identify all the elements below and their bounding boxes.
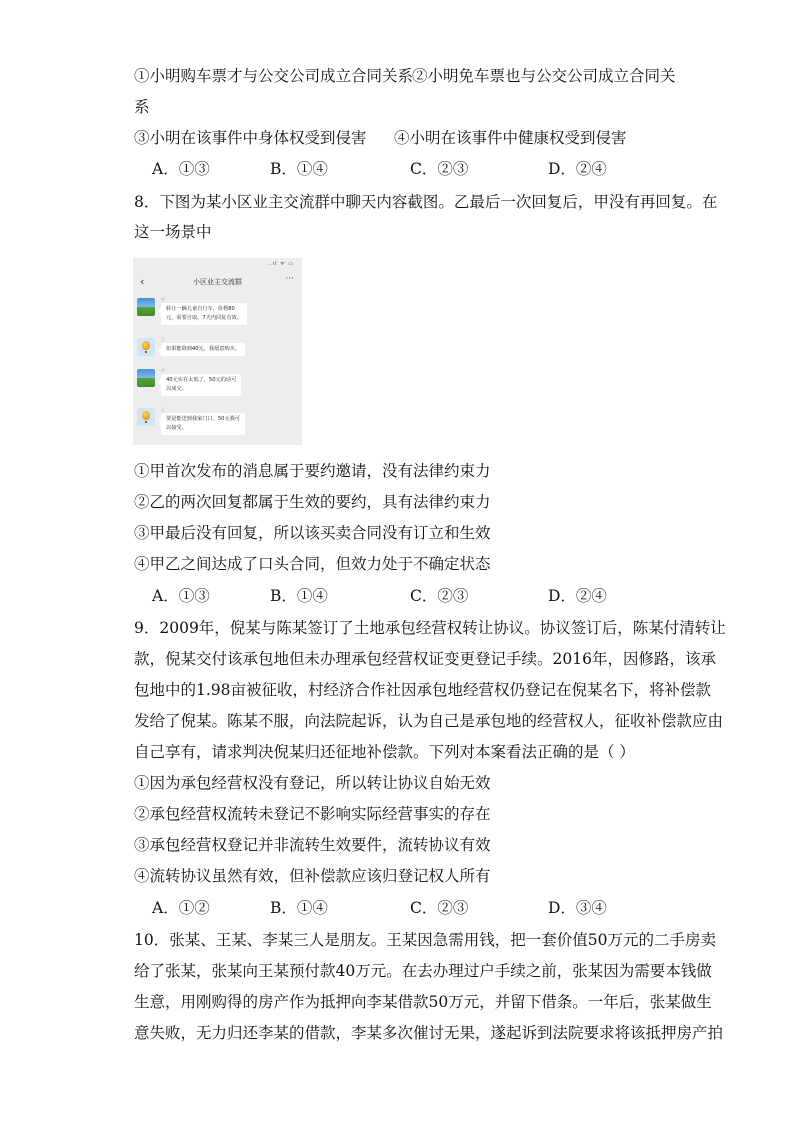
chat-header [133, 272, 302, 292]
chat-nick: 甲 [161, 297, 165, 302]
q9-statement-2: ②承包经营权流转未登记不影响实际经营事实的存在 [134, 805, 491, 823]
q9-stem-line-4: 发给了倪某。陈某不服，向法院起诉，认为自己是承包地的经营权人，征收补偿款应由 [134, 712, 724, 730]
more-options-icon: ··· [285, 274, 294, 284]
avatar-balloon-icon [137, 338, 155, 356]
q7-option-b[interactable]: B．①④ [270, 160, 328, 178]
chat-nick: 乙 [161, 337, 165, 342]
q10-stem-line-4: 意失败，无力归还李某的借款，李某多次催讨无果，遂起诉到法院要求将该抵押房产拍 [134, 1024, 724, 1042]
q9-stem-line-5: 自己享有，请求判决倪某归还征地补偿款。下列对本案看法正确的是（ ） [134, 743, 635, 761]
q7-option-a[interactable]: A．①③ [152, 160, 210, 178]
q7-option-c[interactable]: C．②③ [410, 160, 469, 178]
chat-nick: 乙 [161, 407, 165, 412]
q9-statement-3: ③承包经营权登记并非流转生效要件，流转协议有效 [134, 836, 491, 854]
status-bar-icons: ..ıl ᯤ ▭ [267, 261, 294, 267]
chat-bubble: 40元实在太低了，50元的话可 以成交。 [161, 374, 241, 396]
q9-stem-line-1: 9．2009年，倪某与陈某签订了土地承包经营权转让协议。协议签订后，陈某付清转让 [134, 619, 726, 637]
q8-statement-3: ③甲最后没有回复，所以该买卖合同没有订立和生效 [134, 524, 491, 542]
q9-statement-4: ④流转协议虽然有效，但补偿款应该归登记权人所有 [134, 867, 491, 885]
q8-stem-line-1: 8．下图为某小区业主交流群中聊天内容截图。乙最后一次回复后，甲没有再回复。在 [134, 193, 718, 211]
q10-stem-line-2: 给了张某，张某向王某预付款40万元。在去办理过户手续之前，张某因为需要本钱做 [134, 962, 712, 980]
q7-statement-1: ①小明购车票才与公交公司成立合同关系 [134, 67, 414, 85]
q9-option-d[interactable]: D．③④ [548, 899, 607, 917]
back-arrow-icon: ‹ [140, 275, 145, 288]
chat-title: 小区业主交流群 [193, 278, 242, 286]
chat-screenshot [133, 258, 302, 445]
q8-option-c[interactable]: C．②③ [410, 587, 469, 605]
q9-stem-line-2: 款，倪某交付该承包地但未办理承包经营权证变更登记手续。2016年，因修路，该承 [134, 650, 716, 668]
q7-statement-3: ③小明在该事件中身体权受到侵害 [134, 129, 367, 147]
q9-option-b[interactable]: B．①④ [270, 899, 328, 917]
q8-statement-4: ④甲乙之间达成了口头合同，但效力处于不确定状态 [134, 555, 491, 573]
q7-statement-2: ②小明免车票也与公交公司成立合同关 [412, 67, 676, 85]
q7-statement-2-wrap: 系 [134, 98, 150, 116]
q8-option-d[interactable]: D．②④ [548, 587, 607, 605]
q10-stem-line-3: 生意，用刚购得的房产作为抵押向李某借款50万元，并留下借条。一年后，张某做生 [134, 993, 712, 1011]
q8-statement-2: ②乙的两次回复都属于生效的要约，具有法律约束力 [134, 493, 491, 511]
q8-option-a[interactable]: A．①③ [152, 587, 210, 605]
chat-bubble: 如果能降到40元，我愿意购买。 [161, 343, 245, 356]
q10-stem-line-1: 10．张某、王某、李某三人是朋友。王某因急需用钱，把一套价值50万元的二手房卖 [134, 931, 716, 949]
chat-bubble: 要是能送到我家门口，50元我可 以接受。 [161, 413, 245, 435]
q9-stem-line-3: 包地中的1.98亩被征收，村经济合作社因承包地经营权仍登记在倪某名下，将补偿款 [134, 681, 712, 699]
q7-option-d[interactable]: D．②④ [548, 160, 607, 178]
avatar-landscape-icon [137, 298, 155, 316]
avatar-balloon-icon [137, 408, 155, 426]
q7-statement-4: ④小明在该事件中健康权受到侵害 [394, 129, 627, 147]
q9-statement-1: ①因为承包经营权没有登记，所以转让协议自始无效 [134, 774, 491, 792]
q9-option-a[interactable]: A．①② [152, 899, 210, 917]
q9-option-c[interactable]: C．②③ [410, 899, 469, 917]
q8-option-b[interactable]: B．①④ [270, 587, 328, 605]
q8-statement-1: ①甲首次发布的消息属于要约邀请，没有法律约束力 [134, 462, 491, 480]
chat-bubble: 转让一辆儿童自行车，价格80 元，需要自取，7天内回复有效。 [161, 303, 247, 325]
q8-stem-line-2: 这一场景中 [134, 223, 212, 241]
avatar-landscape-icon [137, 369, 155, 387]
chat-nick: 甲 [161, 368, 165, 373]
